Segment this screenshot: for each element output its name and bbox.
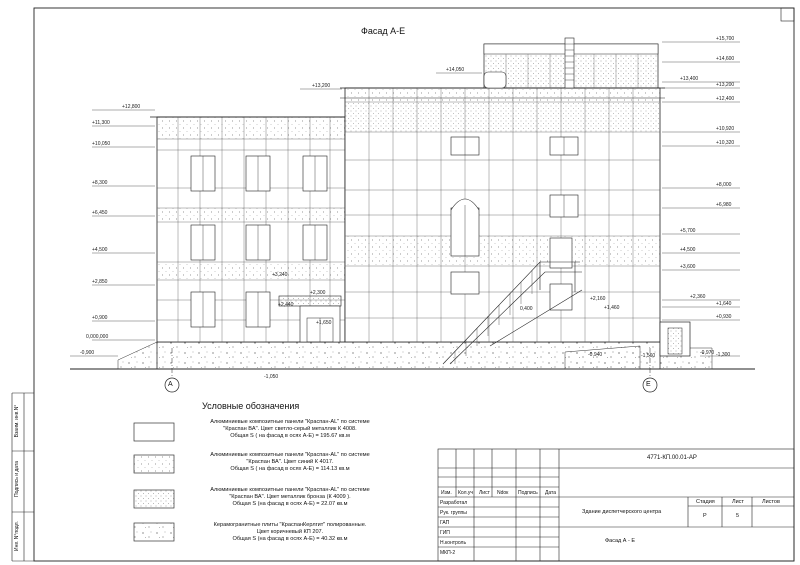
level-mark: +5,700 [680,228,696,234]
level-mark: +6,980 [716,202,732,208]
level-mark: +3,600 [680,264,696,270]
level-mark: +0,930 [716,314,732,320]
tb-col-list: Лист [479,490,490,496]
legend-line: "Краспан ВА". Цвет светло-серый металлик К 4008. [223,425,357,432]
legend-line: Общая S ( на фасад в осях А-Е) = 114.13 кв.м [230,465,350,472]
legend-line: Общая S ( на фасад в осях А-Е) = 195.67 кв.м [230,432,350,439]
legend-line: Алюминиевые композитные панели "Краспан-AL" по системе [210,419,370,425]
tb-role: Рук. группы [440,510,467,516]
legend-swatch-blue [134,455,174,473]
legend-swatch-bronze [134,490,174,508]
level-mark: -0,940 [588,352,603,358]
legend-line: "Краспан ВА". Цвет синий К 4017. [246,458,334,465]
title-block-grid [438,449,794,561]
legend-item [190,522,390,542]
legend-item [190,452,390,472]
tb-col-izm: Изм. [441,490,452,496]
level-mark: -0,900 [80,350,95,356]
level-mark: +13,400 [680,76,699,82]
legend-line: Алюминиевые композитные панели "Краспан-AL" по системе [210,452,370,458]
legend-heading: Условные обозначения [202,401,300,411]
level-mark: +14,050 [446,67,465,73]
margin-label: Инв. N°подл. [14,521,20,552]
level-mark: +10,320 [716,140,735,146]
left-block [150,117,352,342]
sheets-label: Листов [762,499,780,505]
level-mark: +2,300 [310,290,326,296]
level-mark: +1,460 [604,305,620,311]
tb-role: МКП-2 [440,550,456,556]
sheet-corner-mark [781,8,794,21]
plinth [118,342,715,369]
level-mark: 0,000,000 [86,334,109,340]
tb-role: ГИП [440,530,450,536]
tb-role: Н.контроль [440,540,467,546]
drawing-code: 4771-КП.00.01-АР [647,455,697,461]
legend-swatch-light-grey [134,423,174,441]
level-mark: +10,920 [716,126,735,132]
level-mark: +1,640 [716,301,732,307]
sheet-value: 5 [736,513,740,519]
tb-role: ГАП [440,520,450,526]
level-mark: -1,560 [641,353,656,359]
level-mark: +13,200 [312,83,331,89]
level-mark: +8,000 [716,182,732,188]
level-mark: -1,300 [716,352,731,358]
sheet-name: Фасад А - Е [605,538,636,544]
level-mark: +2,440 [278,302,294,308]
legend-line: Общая S (на фасад в осях А-Е) = 40.32 кв.м [232,535,348,542]
annex [660,322,690,356]
level-mark: +12,800 [122,104,141,110]
level-mark: +8,300 [92,180,108,186]
stage-label: Стадия [696,499,715,505]
legend-item [190,419,390,439]
level-mark: +6,450 [92,210,108,216]
level-mark: +2,360 [690,294,706,300]
level-mark: 0,400 [520,306,533,312]
level-mark: +15,700 [716,36,735,42]
legend-swatches [134,423,174,541]
legend-line: Алюминиевые композитные панели "Краспан-AL" по системе [210,487,370,493]
level-mark: -0,970 [700,350,715,356]
tb-col-data: Дата [545,490,557,496]
legend-line: Цвет коричневый КП 207. [256,528,324,535]
level-mark: +13,200 [716,82,735,88]
level-mark: +4,500 [92,247,108,253]
tb-col-ndok: Ndoк [497,490,509,496]
level-mark: -1,050 [264,374,279,380]
drawing-title: Фасад А-Е [361,26,406,36]
stage-value: Р [703,513,707,519]
level-mark: +11,300 [92,120,110,126]
legend-line: "Краспан ВА". Цвет металлик бронза (К 4009 ). [229,493,351,500]
margin-label: Взаим. инв.N° [14,404,20,438]
level-mark: +2,850 [92,279,108,285]
tb-col-kol: Кол.уч [458,490,473,496]
level-mark: +3,240 [272,272,288,278]
tb-col-podpis: Подпись [518,490,538,496]
legend-swatch-ceramic [134,523,174,541]
legend-item [190,487,390,507]
legend-line: Общая S (на фасад в осях А-Е) = 22.07 кв.м [232,500,348,507]
margin-label: Подпись и дата [14,461,20,497]
level-mark: +10,050 [92,141,111,147]
axis-label-a: А [168,381,173,388]
level-mark: +4,500 [680,247,696,253]
level-mark: +1,650 [316,320,332,326]
project-name: Здание диспетчерского центра [582,509,662,515]
level-mark: +0,900 [92,315,108,321]
level-mark: +12,400 [716,96,735,102]
right-block [340,38,665,342]
axis-label-e: Е [646,381,651,388]
sheet-label: Лист [732,499,744,505]
level-mark: +2,160 [590,296,606,302]
level-mark: +14,600 [716,56,735,62]
legend-line: Керамогранитные плиты "КраспанКерлгит" полированные. [213,522,367,528]
tb-role: Разработал [440,500,468,506]
